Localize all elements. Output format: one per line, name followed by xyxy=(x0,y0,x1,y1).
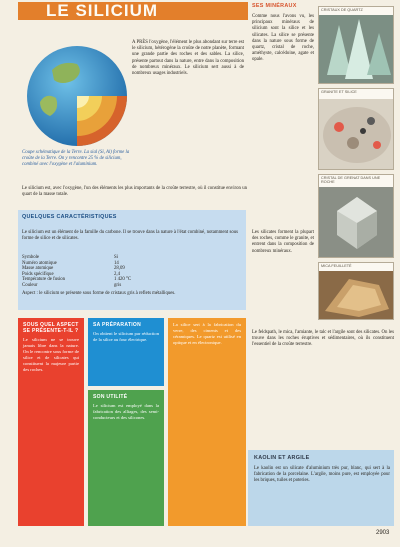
silicates-text: Les silicates forment la plupart des roches, comme le granite, et entrent dans la composition de nombreux minéraux. xyxy=(252,230,314,254)
aspect-text: Aspect : le silicium se présente sous forme de cristaux gris à reflets métalliques. xyxy=(22,290,176,296)
uses-box xyxy=(168,318,246,526)
intro-column-text: A PRÈS l'oxygène, l'élément le plus abondant sur terre est le silicium, hétérogène la croûte de notre planète, formant une grande partie des roches et des sables. La silice, présente partout dans la nature, entre dans la composition de nombreux minéraux. Le silicium sert aussi à de nombreux usages industriels. xyxy=(132,40,244,77)
mica-photo: MICA FEUILLETÉ xyxy=(318,262,394,320)
properties-list xyxy=(22,255,238,297)
property-row: Numéro atomique 14 xyxy=(22,260,119,266)
preparation-text: On obtient le silicium par réduction de la silice au four électrique. xyxy=(93,331,159,342)
utility-heading: SON UTILITÉ xyxy=(93,394,128,400)
kaolin-box xyxy=(248,450,394,526)
aspect-box xyxy=(18,318,84,526)
characteristics-text: Le silicium est un élément de la famille du carbone. Il se trouve dans la nature à l'état combiné, notamment sous forme de silice et de silicates. xyxy=(22,230,238,242)
earth-cross-section-illustration xyxy=(22,42,132,150)
property-row: Symbole Si xyxy=(22,255,119,260)
minerals-heading: SES MINÉRAUX xyxy=(252,3,297,9)
property-row: Couleur gris xyxy=(22,282,122,288)
kaolin-text: Le kaolin est un silicate d'aluminium très pur, blanc, qui sert à la fabrication de la porcelaine. L'argile, moins pure, est employée pour les briques, tuiles et poteries. xyxy=(254,466,390,484)
granite-photo: GRANITE ET SILICE xyxy=(318,88,394,170)
garnet-crystal-photo: CRISTAL DE GRENAT DANS UNE ROCHE xyxy=(318,174,394,258)
property-row: Poids spécifique 2,4 xyxy=(22,271,120,277)
intro-full-text: Le silicium est, avec l'oxygène, l'un des éléments les plus importants de la croûte terrestre, où il constitue environ un quart de la masse totale. xyxy=(22,186,247,198)
page-number: 2903 xyxy=(376,530,390,536)
utility-box xyxy=(88,390,164,526)
title-banner xyxy=(18,2,248,20)
aspect-box-text: Le silicium ne se trouve jamais libre dans la nature. On le rencontre sous forme de silice et de silicates qui constituent la majeure partie des roches. xyxy=(23,337,79,372)
preparation-heading: SA PRÉPARATION xyxy=(93,322,141,328)
globe-caption: Coupe schématique de la Terre. La sial (Si, Al) forme la croûte de la Terre. On y rencontre 25 % de silicium, combiné avec l'oxygène et l'aluminium. xyxy=(22,150,130,167)
minerals-text: Comme nous l'avons vu, les principaux minéraux de silicium sont la silice et les silicates. La silice se présente dans la nature sous forme de quartz, cristal de roche, améthyste, calcédoine, agate et opale. xyxy=(252,14,314,63)
preparation-box xyxy=(88,318,164,386)
characteristics-heading: QUELQUES CARACTÉRISTIQUES xyxy=(22,214,117,220)
property-row: Température de fusion 1 420 °C xyxy=(22,277,132,283)
page-title: LE SILICIUM xyxy=(46,1,159,20)
quartz-crystal-photo: CRISTAUX DE QUARTZ xyxy=(318,6,394,84)
silicates-detail-text: Le feldspath, le mica, l'amiante, le talc et l'argile sont des silicates. On les trouve dans les roches éruptives et sédimentaires, où ils constituent l'essentiel de la croûte terrestre. xyxy=(252,330,394,348)
uses-text: La silice sert à la fabrication du verre, des ciments et des céramiques. Le quartz est utilisé en optique et en électronique. xyxy=(173,322,241,345)
aspect-box-heading: SOUS QUEL ASPECT SE PRÉSENTE-T-IL ? xyxy=(23,322,79,334)
kaolin-heading: KAOLIN ET ARGILE xyxy=(254,455,310,461)
utility-text: Le silicium est employé dans la fabrication des alliages, des semi-conducteurs et des silicones. xyxy=(93,403,159,420)
property-row: Masse atomique 28,09 xyxy=(22,266,125,272)
